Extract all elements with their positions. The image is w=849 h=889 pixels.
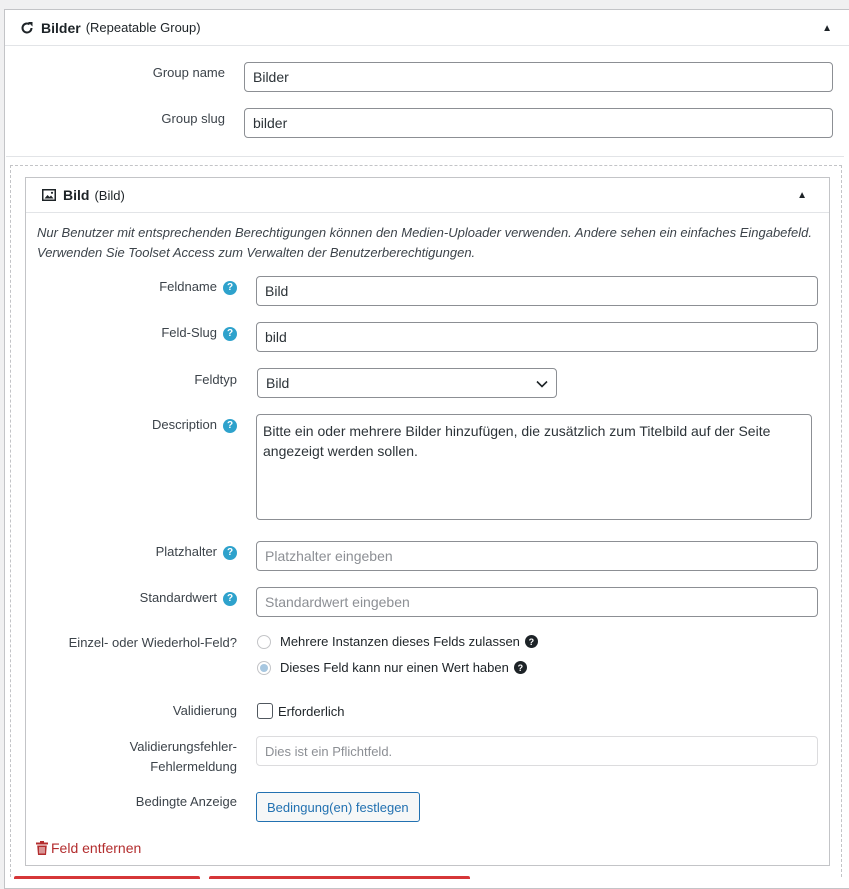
platzhalter-label <box>66 544 237 560</box>
image-icon <box>41 187 57 203</box>
field-title: Bild <box>63 187 90 203</box>
error-label-line2: Fehlermeldung <box>150 759 237 774</box>
trash-icon <box>36 841 48 855</box>
radio-button[interactable] <box>257 635 271 649</box>
validierung-label: Validierung <box>172 703 237 718</box>
help-icon[interactable]: ? <box>514 661 527 674</box>
field-header[interactable] <box>26 178 829 213</box>
group-header[interactable] <box>5 10 849 46</box>
set-conditions-button[interactable]: Bedingung(en) festlegen <box>256 792 420 822</box>
group-slug-label: Group slug <box>161 111 225 126</box>
feldname-label <box>66 279 237 295</box>
single-multi-label: Einzel- oder Wiederhol-Feld? <box>68 635 237 650</box>
group-name-input[interactable] <box>244 62 833 92</box>
permission-notice: Nur Benutzer mit entsprechenden Berechtigungen können den Medien-Uploader verwenden. Andere sehen ein einfaches Eingabefeld. Verwenden Sie Toolset Access zum Verwalten der Benutzerberechtigungen. <box>37 225 812 260</box>
feldname-input[interactable] <box>256 276 818 306</box>
image-field-panel <box>25 177 830 866</box>
feldtyp-selected-value: Bild <box>266 375 290 391</box>
error-message-input[interactable] <box>256 736 818 766</box>
feld-slug-label <box>66 325 237 341</box>
error-message-label <box>66 737 237 777</box>
help-icon[interactable]: ? <box>223 546 237 560</box>
feldtyp-select[interactable] <box>257 368 557 398</box>
radio-button-selected[interactable] <box>257 661 271 675</box>
group-title: Bilder <box>41 19 81 36</box>
help-icon[interactable]: ? <box>223 592 237 606</box>
radio-single-value[interactable] <box>257 660 527 675</box>
chevron-down-icon <box>536 375 548 391</box>
group-name-label: Group name <box>152 65 225 80</box>
radio-multiple-instances[interactable] <box>257 634 538 649</box>
required-checkbox-row[interactable] <box>257 703 344 719</box>
feld-slug-input[interactable] <box>256 322 818 352</box>
help-icon[interactable]: ? <box>525 635 538 648</box>
field-collapse-toggle-icon[interactable]: ▲ <box>797 190 807 201</box>
help-icon[interactable]: ? <box>223 281 237 295</box>
standardwert-input[interactable] <box>256 587 818 617</box>
description-label <box>66 417 237 433</box>
refresh-icon <box>19 20 35 36</box>
field-subtitle: (Bild) <box>94 187 125 203</box>
description-label-text: Description <box>151 417 217 432</box>
help-icon[interactable]: ? <box>223 419 237 433</box>
required-checkbox[interactable] <box>257 703 273 719</box>
feldtyp-label: Feldtyp <box>194 372 237 387</box>
radio-multiple-label: Mehrere Instanzen dieses Felds zulassen <box>280 634 520 649</box>
group-subtitle: (Repeatable Group) <box>85 20 201 35</box>
feld-slug-label-text: Feld-Slug <box>161 325 217 340</box>
standardwert-label <box>66 590 237 606</box>
remove-field-link[interactable] <box>36 840 141 856</box>
error-label-line1: Validierungsfehler- <box>129 739 237 754</box>
group-slug-input[interactable] <box>244 108 833 138</box>
description-textarea[interactable] <box>256 414 812 520</box>
help-icon[interactable]: ? <box>223 327 237 341</box>
remove-field-label: Feld entfernen <box>51 840 142 856</box>
standardwert-label-text: Standardwert <box>139 590 217 605</box>
feldname-label-text: Feldname <box>159 279 217 294</box>
required-label: Erforderlich <box>278 703 345 719</box>
radio-single-label: Dieses Feld kann nur einen Wert haben <box>280 660 509 675</box>
collapse-toggle-icon[interactable]: ▲ <box>822 23 832 34</box>
platzhalter-input[interactable] <box>256 541 818 571</box>
conditional-label: Bedingte Anzeige <box>135 794 237 809</box>
platzhalter-label-text: Platzhalter <box>155 544 217 559</box>
